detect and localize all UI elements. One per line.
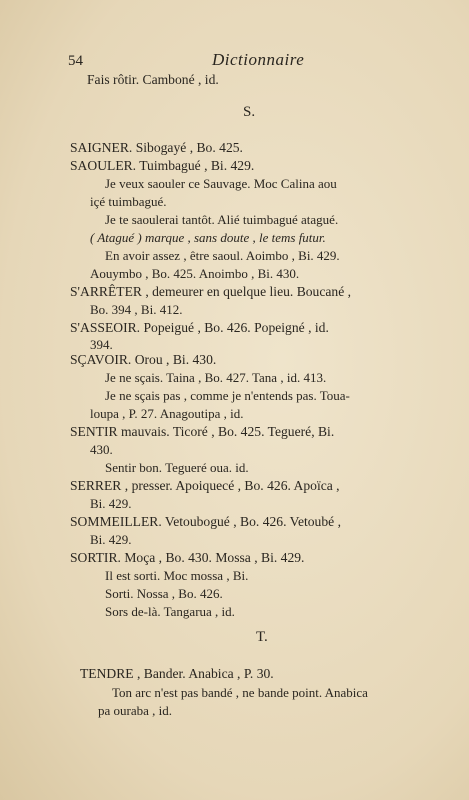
page-number: 54 bbox=[68, 53, 83, 69]
entry-line: TENDRE , Bander. Anabica , P. 30. bbox=[80, 666, 274, 681]
entry-line: Sorti. Nossa , Bo. 426. bbox=[105, 586, 223, 601]
entry-line: Il est sorti. Moc mossa , Bi. bbox=[105, 568, 249, 583]
section-letter-t: T. bbox=[256, 629, 268, 645]
entry-line: Aouymbo , Bo. 425. Anoimbo , Bi. 430. bbox=[90, 266, 300, 281]
entry-line: Je te saoulerai tantôt. Alié tuimbagué atagué. bbox=[105, 212, 339, 227]
entry-line: S'ASSEOIR. Popeigué , Bo. 426. Popeigné , id. bbox=[70, 320, 329, 335]
entry-line: SÇAVOIR. Orou , Bi. 430. bbox=[70, 352, 217, 367]
entry-line: Sentir bon. Tegueré oua. id. bbox=[105, 460, 249, 475]
entry-line: Bo. 394 , Bi. 412. bbox=[90, 302, 183, 317]
entry-line: Je ne sçais pas , comme je n'entends pas. Toua- bbox=[105, 388, 350, 403]
running-title: Dictionnaire bbox=[212, 50, 305, 69]
entry-line: Je ne sçais. Taina , Bo. 427. Tana , id. 413. bbox=[105, 370, 327, 385]
entry-line: S'ARRÊTER , demeurer en quelque lieu. Boucané , bbox=[70, 284, 352, 299]
entry-line: ( Atagué ) marque , sans doute , le tems futur. bbox=[90, 230, 326, 245]
entry-line: SORTIR. Moça , Bo. 430. Mossa , Bi. 429. bbox=[70, 550, 305, 565]
entry-line: Bi. 429. bbox=[90, 532, 132, 547]
entry-line: Sors de-là. Tangarua , id. bbox=[105, 604, 235, 619]
entry-line: En avoir assez , être saoul. Aoimbo , Bi. 429. bbox=[105, 248, 340, 263]
entry-line: SERRER , presser. Apoiquecé , Bo. 426. Apoïca , bbox=[70, 478, 340, 493]
entry-line: Bi. 429. bbox=[90, 496, 132, 511]
entry-line: SOMMEILLER. Vetoubogué , Bo. 426. Vetoubé , bbox=[70, 514, 341, 529]
entry-line: Je veux saouler ce Sauvage. Moc Calina aou bbox=[105, 176, 337, 191]
entry-line: loupa , P. 27. Anagoutipa , id. bbox=[90, 406, 244, 421]
entry-line: 394. bbox=[90, 337, 113, 352]
entry-line: pa ouraba , id. bbox=[98, 703, 173, 718]
entry-line: SAIGNER. Sibogayé , Bo. 425. bbox=[70, 140, 243, 155]
entry-line: Ton arc n'est pas bandé , ne bande point. Anabica bbox=[112, 685, 368, 700]
entry-line: SAOULER. Tuimbagué , Bi. 429. bbox=[70, 158, 255, 173]
entry-line: SENTIR mauvais. Ticoré , Bo. 425. Tegueré, Bi. bbox=[70, 424, 335, 439]
entry-line: 430. bbox=[90, 442, 113, 457]
entry-line: içé tuimbagué. bbox=[90, 194, 167, 209]
entry-line: Fais rôtir. Camboné , id. bbox=[87, 72, 219, 87]
section-letter-s: S. bbox=[243, 104, 256, 120]
